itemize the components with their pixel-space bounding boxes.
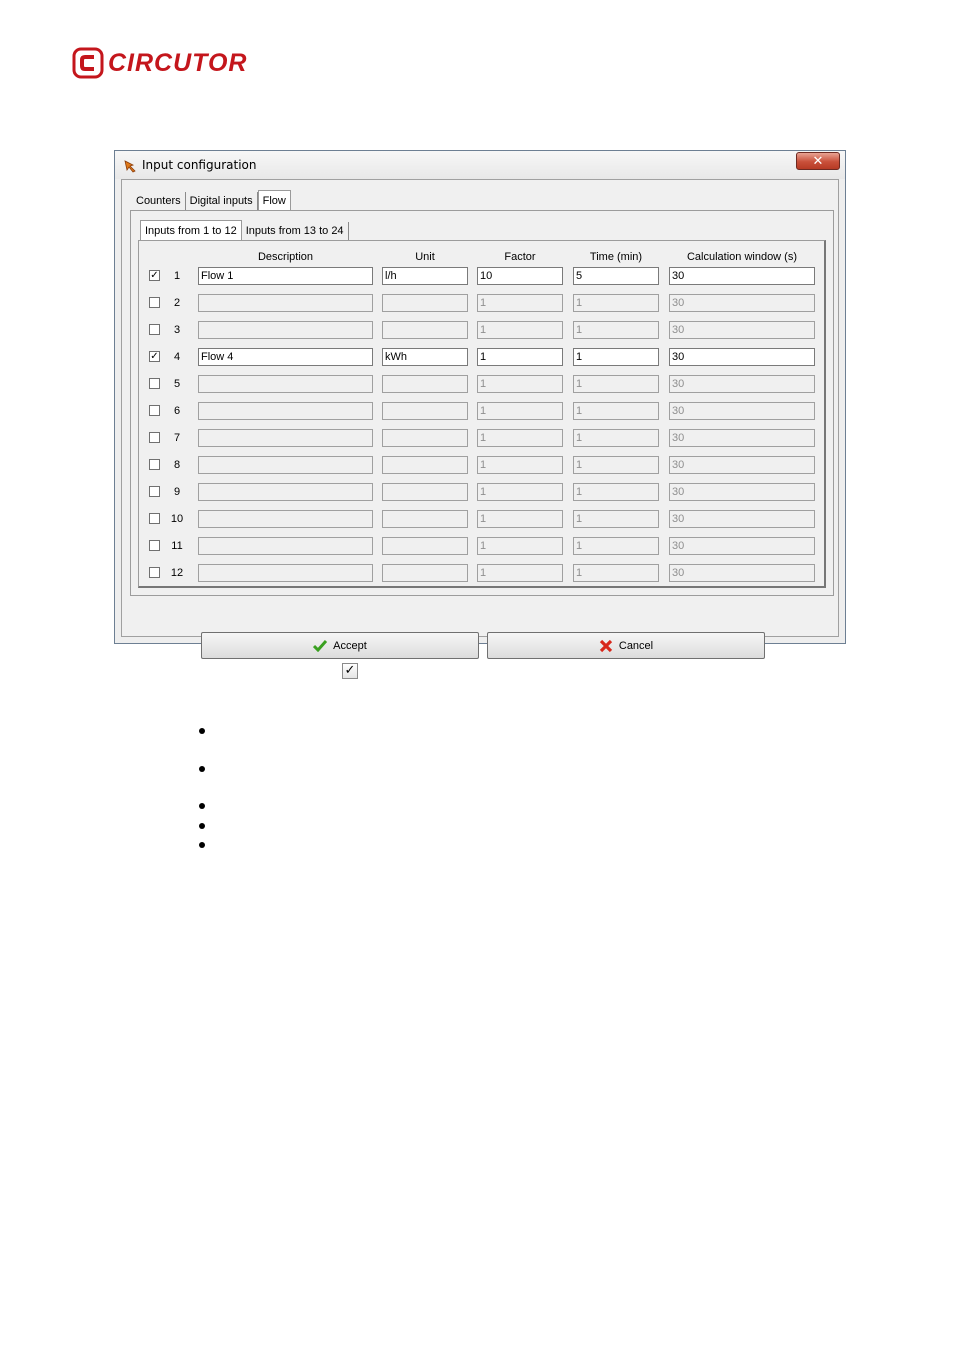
bullet-icon: [199, 803, 205, 809]
input-number: 6: [173, 405, 181, 417]
time-field[interactable]: 1: [573, 402, 659, 420]
window-field[interactable]: 30: [669, 537, 815, 555]
unit-field[interactable]: [382, 321, 468, 339]
enable-checkbox[interactable]: [149, 351, 160, 362]
description-field[interactable]: [198, 294, 373, 312]
enable-checkbox[interactable]: [149, 513, 160, 524]
unit-field[interactable]: [382, 456, 468, 474]
tab-digital-inputs[interactable]: Digital inputs: [186, 192, 258, 212]
dialog-body: [121, 179, 839, 652]
description-field[interactable]: [198, 375, 373, 393]
description-field[interactable]: [198, 510, 373, 528]
input-number: 3: [173, 324, 181, 336]
bullet-icon: [199, 766, 205, 772]
close-button[interactable]: [796, 152, 840, 170]
header-factor: Factor: [504, 251, 536, 263]
time-field[interactable]: 1: [573, 483, 659, 501]
input-row: [122, 429, 842, 449]
unit-field[interactable]: [382, 429, 468, 447]
input-number: 2: [173, 297, 181, 309]
unit-field[interactable]: [382, 375, 468, 393]
tab-counters[interactable]: Counters: [132, 192, 186, 212]
header-description: Description: [257, 251, 314, 263]
window-title: Input configuration: [142, 158, 257, 172]
factor-field[interactable]: 1: [477, 456, 563, 474]
time-field[interactable]: 1: [573, 294, 659, 312]
input-number: 7: [173, 432, 181, 444]
enable-checkbox[interactable]: [149, 567, 160, 578]
window-field[interactable]: 30: [669, 348, 815, 366]
enable-checkbox[interactable]: [149, 324, 160, 335]
input-row: [122, 537, 842, 557]
time-field[interactable]: 1: [573, 537, 659, 555]
settings-arrow-icon: [123, 158, 139, 174]
input-row: [122, 348, 842, 368]
window-field[interactable]: 30: [669, 564, 815, 582]
description-field[interactable]: [198, 564, 373, 582]
enable-checkbox[interactable]: [149, 432, 160, 443]
check-icon: ✓: [150, 270, 159, 281]
enable-checkbox[interactable]: [149, 459, 160, 470]
cancel-button[interactable]: [487, 632, 765, 659]
input-number: 8: [173, 459, 181, 471]
tab-inputs-13-24[interactable]: Inputs from 13 to 24: [242, 222, 349, 242]
unit-field[interactable]: [382, 510, 468, 528]
description-field[interactable]: [198, 321, 373, 339]
input-row: [122, 267, 842, 287]
unit-field[interactable]: kWh: [382, 348, 468, 366]
window-field[interactable]: 30: [669, 483, 815, 501]
factor-field[interactable]: 1: [477, 402, 563, 420]
title-bar: [115, 151, 845, 179]
accept-button[interactable]: [201, 632, 479, 659]
header-unit: Unit: [415, 251, 435, 263]
factor-field[interactable]: 1: [477, 510, 563, 528]
window-field[interactable]: 30: [669, 456, 815, 474]
description-field[interactable]: Flow 1: [198, 267, 373, 285]
input-row: [122, 375, 842, 395]
input-row: [122, 483, 842, 503]
factor-field[interactable]: 1: [477, 321, 563, 339]
cancel-label: Cancel: [618, 639, 654, 652]
time-field[interactable]: 1: [573, 429, 659, 447]
red-x-icon: [599, 639, 613, 653]
unit-field[interactable]: [382, 402, 468, 420]
unit-field[interactable]: [382, 483, 468, 501]
factor-field[interactable]: 1: [477, 348, 563, 366]
factor-field[interactable]: 1: [477, 294, 563, 312]
input-configuration-dialog: [114, 150, 846, 652]
brand-name: CIRCUTOR: [108, 48, 248, 77]
green-check-icon: [313, 640, 327, 652]
time-field[interactable]: 1: [573, 375, 659, 393]
window-field[interactable]: 30: [669, 402, 815, 420]
input-number: 9: [173, 486, 181, 498]
bullet-icon: [199, 823, 205, 829]
description-field[interactable]: [198, 537, 373, 555]
description-field[interactable]: [198, 483, 373, 501]
description-field[interactable]: [198, 456, 373, 474]
input-number: 4: [173, 351, 181, 363]
time-field[interactable]: 1: [573, 456, 659, 474]
description-field[interactable]: [198, 429, 373, 447]
check-icon: ✓: [150, 351, 159, 362]
enable-checkbox[interactable]: [149, 486, 160, 497]
factor-field[interactable]: 1: [477, 483, 563, 501]
unit-field[interactable]: l/h: [382, 267, 468, 285]
input-row: [122, 402, 842, 422]
enable-checkbox[interactable]: [149, 297, 160, 308]
description-field[interactable]: Flow 4: [198, 348, 373, 366]
time-field[interactable]: 1: [573, 510, 659, 528]
input-number: 5: [173, 378, 181, 390]
input-row: [122, 321, 842, 341]
accept-label: Accept: [333, 639, 367, 652]
unit-field[interactable]: [382, 294, 468, 312]
tab-inputs-1-12[interactable]: Inputs from 1 to 12: [140, 220, 242, 242]
input-row: [122, 294, 842, 314]
tab-flow[interactable]: Flow: [258, 190, 291, 212]
bullet-icon: [199, 728, 205, 734]
enable-checkbox[interactable]: [149, 540, 160, 551]
window-field[interactable]: 30: [669, 429, 815, 447]
inline-checkbox-icon: ✓: [342, 663, 358, 679]
circutor-logo-icon: [72, 47, 104, 79]
window-field[interactable]: 30: [669, 294, 815, 312]
outer-tab-strip: [132, 192, 291, 212]
factor-field[interactable]: 10: [477, 267, 563, 285]
factor-field[interactable]: 1: [477, 537, 563, 555]
circutor-logo: [72, 46, 247, 80]
input-row: [122, 564, 842, 584]
time-field[interactable]: 1: [573, 321, 659, 339]
window-field[interactable]: 30: [669, 267, 815, 285]
factor-field[interactable]: 1: [477, 429, 563, 447]
inner-tab-strip: [140, 222, 349, 242]
input-row: [122, 510, 842, 530]
unit-field[interactable]: [382, 537, 468, 555]
header-time: Time (min): [589, 251, 643, 263]
enable-checkbox[interactable]: [149, 405, 160, 416]
description-field[interactable]: [198, 402, 373, 420]
enable-checkbox[interactable]: [149, 270, 160, 281]
input-number: 12: [170, 567, 184, 579]
window-field[interactable]: 30: [669, 321, 815, 339]
time-field[interactable]: 1: [573, 348, 659, 366]
unit-field[interactable]: [382, 564, 468, 582]
input-row: [122, 456, 842, 476]
input-number: 10: [170, 513, 184, 525]
close-icon: ✕: [812, 153, 824, 169]
input-number: 1: [173, 270, 181, 282]
input-number: 11: [171, 540, 183, 552]
time-field[interactable]: 1: [573, 564, 659, 582]
header-calculation-window: Calculation window (s): [686, 251, 798, 263]
enable-checkbox[interactable]: [149, 378, 160, 389]
factor-field[interactable]: 1: [477, 375, 563, 393]
factor-field[interactable]: 1: [477, 564, 563, 582]
time-field[interactable]: 5: [573, 267, 659, 285]
window-field[interactable]: 30: [669, 510, 815, 528]
bullet-icon: [199, 842, 205, 848]
window-field[interactable]: 30: [669, 375, 815, 393]
